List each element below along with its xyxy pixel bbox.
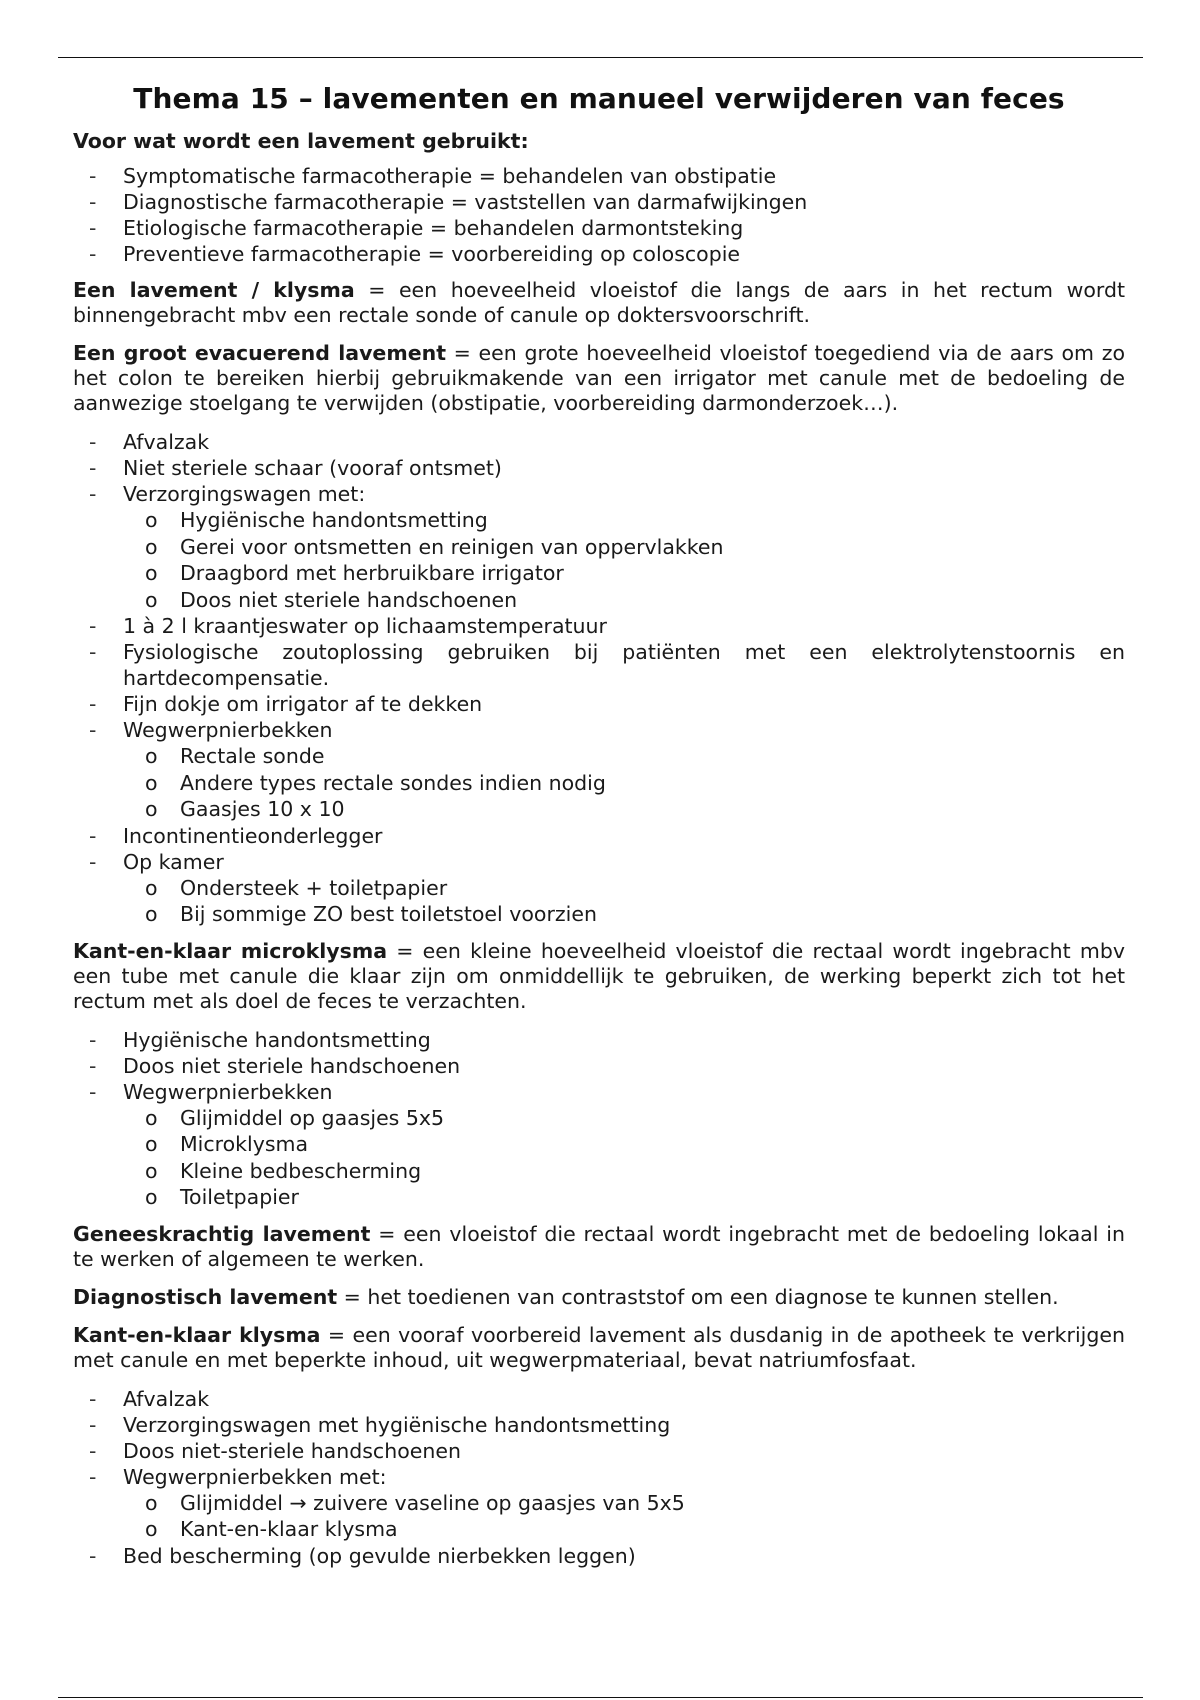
- uses-list: [73, 163, 1125, 267]
- list-item: - Hygiënische handontsmetting: [73, 1027, 1125, 1053]
- sub-list-item: o Gerei voor ontsmetten en reinigen van oppervlakken: [73, 534, 1125, 561]
- sub-list-item: o Gaasjes 10 x 10: [73, 796, 1125, 823]
- list-item: [73, 1464, 1125, 1543]
- sub-list-item: o Kleine bedbescherming: [73, 1158, 1125, 1185]
- list-item: - Fysiologische zoutoplossing gebruiken bij patiënten met een elektrolytenstoornis en hartdecompensatie.: [73, 639, 1125, 691]
- list-item: [73, 481, 1125, 613]
- list-item: - Incontinentieonderlegger: [73, 823, 1125, 849]
- list-item: - Diagnostische farmacotherapie = vaststellen van darmafwijkingen: [73, 189, 1125, 215]
- list-item: - Niet steriele schaar (vooraf ontsmet): [73, 455, 1125, 481]
- sub-list-item: o Draagbord met herbruikbare irrigator: [73, 560, 1125, 587]
- definition-term: Een groot evacuerend lavement: [73, 341, 446, 365]
- definition-term: Diagnostisch lavement: [73, 1284, 338, 1309]
- list-item: - Symptomatische farmacotherapie = behandelen van obstipatie: [73, 163, 1125, 189]
- definition-text: = een kleine hoeveelheid vloeistof die rectaal wordt ingebracht mbv een tube met canule die klaar zijn om onmiddellijk te gebruiken, de werking beperkt zich tot het rectum met als doel de feces te verzachten.: [73, 938, 1125, 1013]
- definition-text: = een grote hoeveelheid vloeistof toegediend via de aars om zo het colon te bereiken hierbij gebruikmakende van een irrigator met canule met de bedoeling de aanwezige stoelgang te verwijden (obstipatie, voorbereiding darmonderzoek…).: [73, 341, 1125, 415]
- footer-rule: [58, 1697, 1143, 1698]
- sub-list-item: o Kant-en-klaar klysma: [73, 1516, 1125, 1543]
- definition-text: = een vloeistof die rectaal wordt ingebracht met de bedoeling lokaal in te werken of algemeen te werken.: [73, 1221, 1125, 1271]
- list-item: - Bed bescherming (op gevulde nierbekken leggen): [73, 1543, 1125, 1569]
- sub-list-item: o Ondersteek + toiletpapier: [73, 875, 1125, 902]
- definition-text: = het toedienen van contraststof om een diagnose te kunnen stellen.: [337, 1284, 1059, 1309]
- page-title: Thema 15 – lavementen en manueel verwijderen van feces: [133, 82, 1065, 115]
- sub-list-item: o Glijmiddel → zuivere vaseline op gaasjes van 5x5: [73, 1490, 1125, 1517]
- sub-list-item: o Andere types rectale sondes indien nodig: [73, 770, 1125, 797]
- definition-text: = een vooraf voorbereid lavement als dusdanig in de apotheek te verkrijgen met canule en met beperkte inhoud, uit wegwerpmateriaal, bevat natriumfosfaat.: [73, 1322, 1125, 1372]
- sub-list-item: o Bij sommige ZO best toiletstoel voorzien: [73, 901, 1125, 928]
- sub-list-item: o Rectale sonde: [73, 743, 1125, 770]
- sub-list-item: o Glijmiddel op gaasjes 5x5: [73, 1105, 1125, 1132]
- definition-term: Kant-en-klaar klysma: [73, 1322, 321, 1347]
- list-item: - Preventieve farmacotherapie = voorbereiding op coloscopie: [73, 241, 1125, 267]
- sub-list-item: o Hygiënische handontsmetting: [73, 507, 1125, 534]
- uses-heading: Voor wat wordt een lavement gebruikt:: [73, 129, 529, 153]
- definition-text: = een hoeveelheid vloeistof die langs de aars in het rectum wordt binnengebracht mbv een rectale sonde of canule op doktersvoorschrift.: [73, 278, 1125, 327]
- groot-materials-list: [73, 429, 1125, 928]
- list-item-label: Wegwerpnierbekken: [123, 1079, 333, 1104]
- list-item: - Afvalzak: [73, 1386, 1125, 1412]
- definition-groot-evacuerend: [73, 341, 1125, 416]
- list-item: - Doos niet steriele handschoenen: [73, 1053, 1125, 1079]
- list-item: [73, 1079, 1125, 1211]
- sub-list: [123, 1105, 1125, 1211]
- sub-list: [123, 507, 1125, 613]
- definition-kant-en-klaar-klysma: [73, 1323, 1125, 1373]
- sub-list: [123, 743, 1125, 823]
- definition-microklysma: [73, 939, 1125, 1014]
- sub-list-item: o Microklysma: [73, 1131, 1125, 1158]
- list-item: - 1 à 2 l kraantjeswater op lichaamstemperatuur: [73, 613, 1125, 639]
- list-item-label: Wegwerpnierbekken: [123, 718, 333, 742]
- list-item-label: Wegwerpnierbekken met:: [123, 1464, 387, 1489]
- list-item: [73, 849, 1125, 928]
- list-item: - Verzorgingswagen met hygiënische handontsmetting: [73, 1412, 1125, 1438]
- document-page: [73, 82, 1125, 1580]
- list-item-label: Verzorgingswagen met:: [123, 482, 366, 506]
- list-item-label: Op kamer: [123, 849, 224, 874]
- definition-klysma: [73, 278, 1125, 328]
- sub-list-item: o Doos niet steriele handschoenen: [73, 587, 1125, 614]
- micro-materials-list: [73, 1027, 1125, 1211]
- definition-geneeskrachtig: [73, 1222, 1125, 1272]
- kant-materials-list: [73, 1386, 1125, 1569]
- sub-list-item: o Toiletpapier: [73, 1184, 1125, 1211]
- list-item: - Afvalzak: [73, 429, 1125, 455]
- list-item: - Doos niet-steriele handschoenen: [73, 1438, 1125, 1464]
- list-item: [73, 717, 1125, 823]
- header-rule: [58, 57, 1143, 58]
- sub-list: [123, 1490, 1125, 1543]
- sub-list: [123, 875, 1125, 928]
- definition-term: Kant-en-klaar microklysma: [73, 938, 388, 963]
- definition-term: Een lavement / klysma: [73, 278, 355, 302]
- definition-term: Geneeskrachtig lavement: [73, 1221, 371, 1246]
- list-item: - Etiologische farmacotherapie = behandelen darmontsteking: [73, 215, 1125, 241]
- definition-diagnostisch: [73, 1285, 1125, 1310]
- list-item: - Fijn dokje om irrigator af te dekken: [73, 691, 1125, 717]
